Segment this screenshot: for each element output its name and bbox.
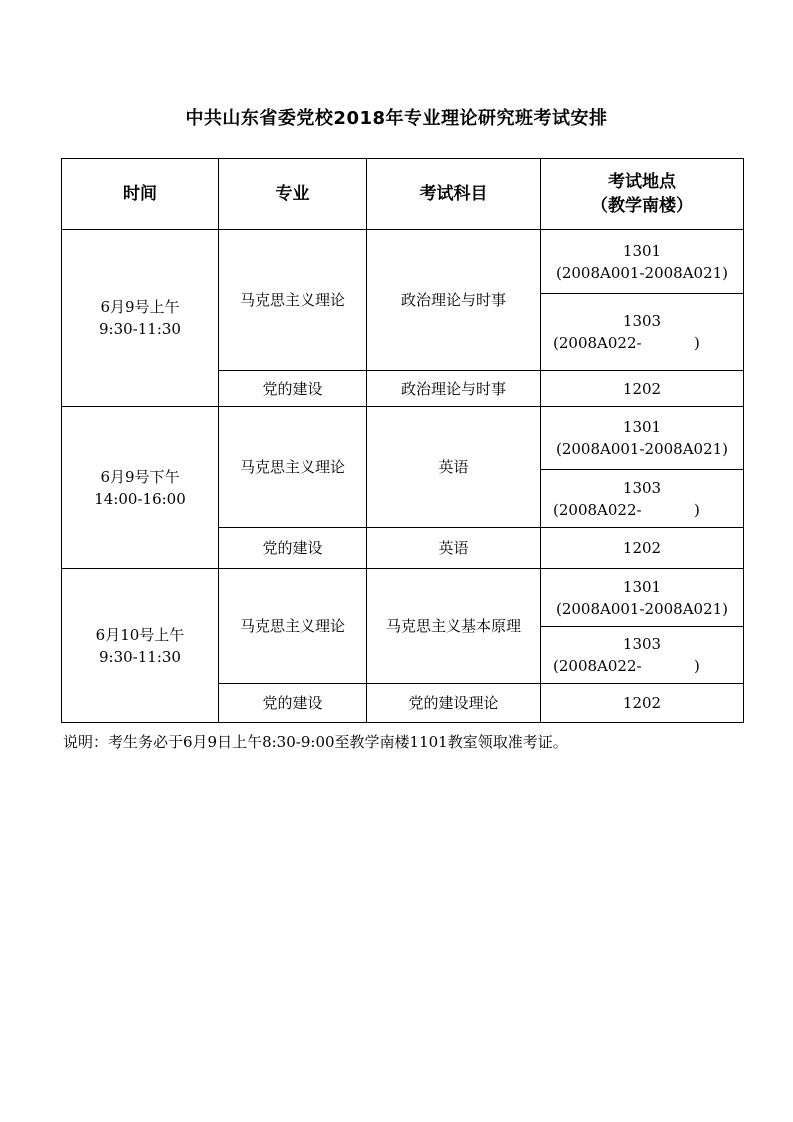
footnote: 说明：考生务必于6月9日上午8:30-9:00至教学南楼1101教室领取准考证。 [63,733,568,751]
location-cell: 1202 [541,371,744,407]
table-row [62,230,744,294]
major-cell: 党的建设 [219,684,367,723]
candidate-range: (2008A022- ) [553,500,700,519]
location-cell: 1202 [541,684,744,723]
subject-cell: 英语 [367,407,541,528]
location-cell [541,627,744,684]
table-row [62,569,744,627]
candidate-range: (2008A022- ) [553,657,700,675]
header-location-line1: 考试地点 [608,172,676,192]
header-location [541,159,744,230]
location-cell [541,470,744,528]
subject-cell: 党的建设理论 [367,684,541,723]
location-cell [541,569,744,627]
table-row [62,407,744,470]
major-cell: 马克思主义理论 [219,230,367,371]
subject-cell: 政治理论与时事 [367,371,541,407]
subject-cell: 马克思主义基本原理 [367,569,541,684]
room-number: 1301 [622,241,662,260]
major-cell: 马克思主义理论 [219,407,367,528]
candidate-range: (2008A022- ) [553,334,700,352]
candidate-range: (2008A001-2008A021) [555,263,729,282]
candidate-range: (2008A001-2008A021) [555,599,729,618]
location-cell [541,407,744,470]
room-number: 1303 [622,635,662,653]
header-time: 时间 [62,159,219,230]
exam-date: 6月10号上午 [95,625,185,644]
major-cell: 党的建设 [219,371,367,407]
page-title: 中共山东省委党校2018年专业理论研究班考试安排 [185,108,608,129]
time-cell [62,230,219,407]
subject-cell: 英语 [367,528,541,569]
header-row [62,159,744,230]
header-subject: 考试科目 [367,159,541,230]
exam-hours: 9:30-11:30 [99,320,181,338]
location-cell [541,294,744,371]
exam-hours: 14:00-16:00 [94,489,186,508]
exam-date: 6月9号下午 [100,467,180,486]
subject-cell: 政治理论与时事 [367,230,541,371]
time-cell [62,569,219,723]
room-number: 1303 [622,312,662,330]
exam-hours: 9:30-11:30 [99,647,181,666]
exam-schedule-table [61,158,744,723]
location-cell [541,230,744,294]
major-cell: 党的建设 [219,528,367,569]
header-major: 专业 [219,159,367,230]
room-number: 1301 [622,418,662,436]
candidate-range: (2008A001-2008A021) [555,440,729,458]
location-cell: 1202 [541,528,744,569]
room-number: 1301 [622,577,662,596]
exam-date: 6月9号上午 [100,298,180,316]
room-number: 1303 [622,478,662,497]
major-cell: 马克思主义理论 [219,569,367,684]
header-location-line2: （教学南楼） [591,196,693,216]
time-cell [62,407,219,569]
